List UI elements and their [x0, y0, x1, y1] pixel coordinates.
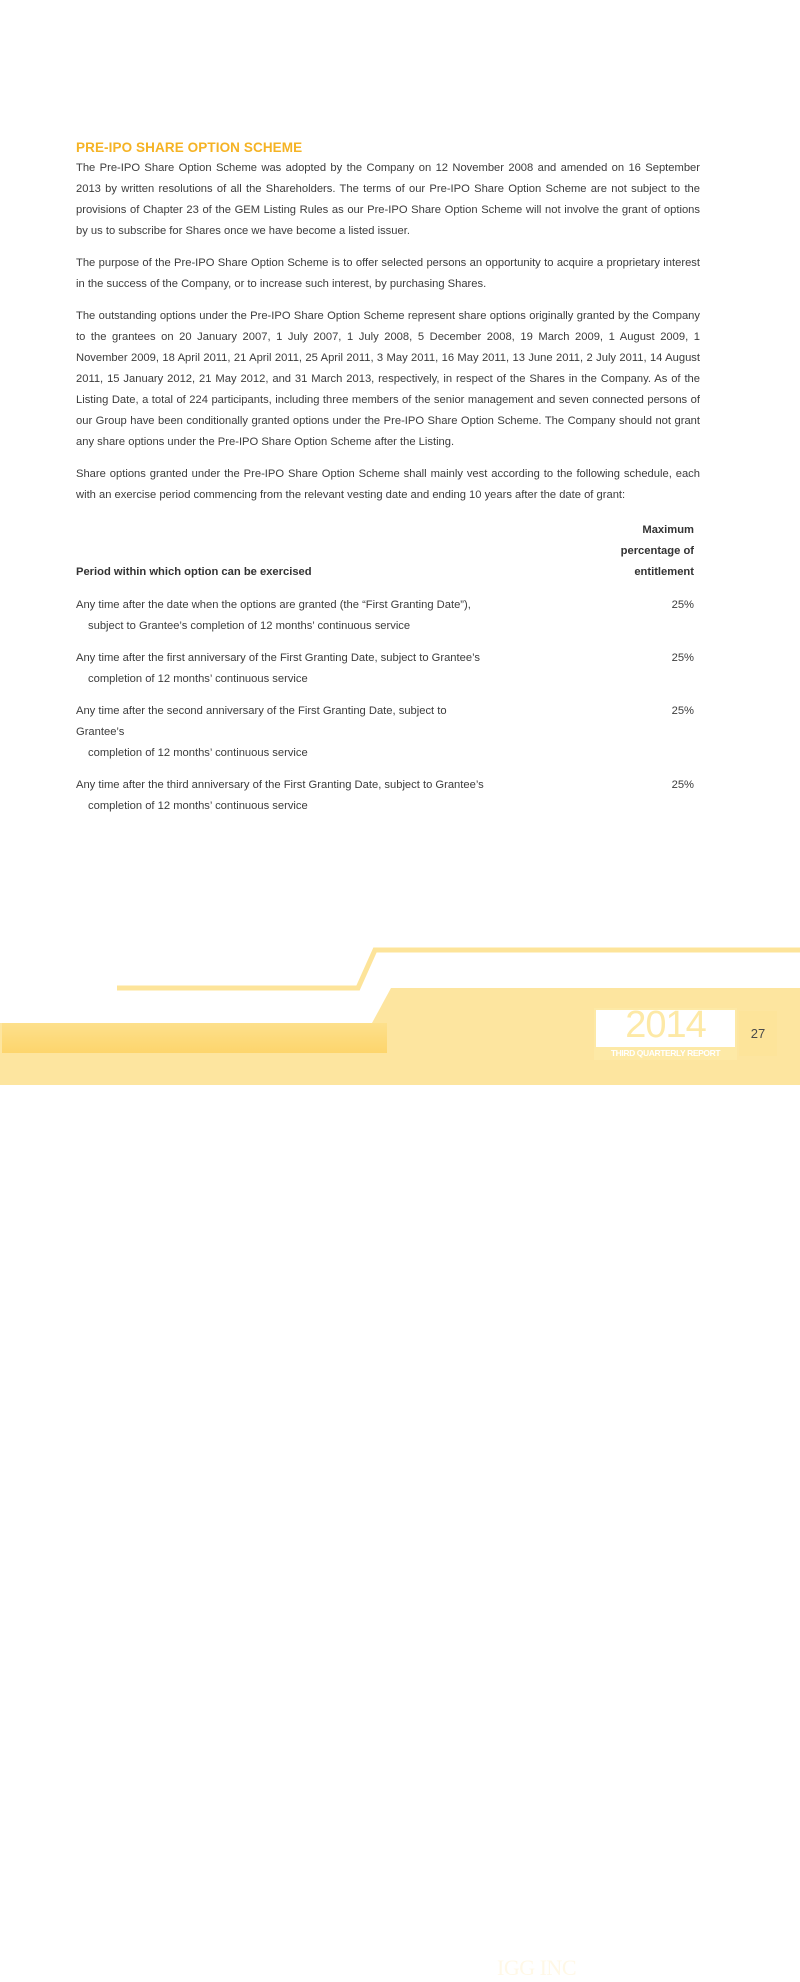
percentage-value: 25%: [671, 779, 694, 791]
section-heading: PRE-IPO SHARE OPTION SCHEME: [76, 140, 303, 155]
vesting-schedule-table: [76, 520, 694, 817]
period-line: completion of 12 months’ continuous service: [88, 673, 308, 685]
percentage-value: 25%: [671, 652, 694, 664]
paragraph-adoption: The Pre-IPO Share Option Scheme was adopted by the Company on 12 November 2008 and amended on 16 September 2013 by written resolutions of all the Shareholders. The terms of our Pre-IPO Share Option Scheme are not subject to the provisions of Chapter 23 of the GEM Listing Rules as our Pre-IPO Share Option Scheme will not involve the grant of options by us to subscribe for Shares once we have become a listed issuer.: [76, 162, 700, 237]
table-row: [76, 775, 694, 817]
table-row: [76, 648, 694, 690]
percentage-value: 25%: [671, 599, 694, 611]
period-line: Any time after the date when the options are granted (the “First Granting Date”),: [76, 599, 471, 611]
period-line: completion of 12 months’ continuous service: [88, 747, 308, 759]
paragraph-vesting-intro: Share options granted under the Pre-IPO Share Option Scheme shall mainly vest according to the following schedule, each with an exercise period commencing from the relevant vesting date and ending 10 years after the date of grant:: [76, 468, 700, 501]
period-description: [76, 595, 496, 637]
table-header: [76, 520, 694, 583]
percentage-value: 25%: [671, 705, 694, 717]
period-line: subject to Grantee’s completion of 12 months’ continuous service: [88, 620, 411, 632]
period-description: [76, 648, 496, 690]
period-line: Any time after the second anniversary of the First Granting Date, subject to Grantee’s: [76, 705, 447, 738]
table-row: [76, 701, 694, 764]
period-line: Any time after the third anniversary of the First Granting Date, subject to Grantee’s: [76, 779, 484, 791]
header-line: entitlement: [634, 566, 694, 578]
header-line: Maximum: [642, 524, 694, 536]
company-name: IGG INC: [497, 1955, 576, 1980]
period-description: [76, 701, 496, 764]
table-row: [76, 595, 694, 637]
header-max-percentage: [621, 520, 694, 583]
document-body: [76, 140, 700, 828]
period-description: [76, 775, 496, 817]
report-logo-year: 2014: [625, 1004, 706, 1046]
period-line: completion of 12 months’ continuous service: [88, 800, 308, 812]
report-logo-subtitle: THIRD QUARTERLY REPORT: [594, 1047, 737, 1060]
page-number: 27: [750, 1026, 766, 1041]
header-line: percentage of: [620, 545, 694, 557]
paragraph-purpose: The purpose of the Pre-IPO Share Option Scheme is to offer selected persons an opportunity to acquire a proprietary interest in the success of the Company, or to increase such interest, by purchasing Shares.: [76, 257, 700, 290]
paragraph-outstanding-options: The outstanding options under the Pre-IPO Share Option Scheme represent share options originally granted by the Company to the grantees on 20 January 2007, 1 July 2007, 1 July 2008, 5 December 2008, 19 March 2009, 1 August 2009, 1 November 2009, 18 April 2011, 21 April 2011, 25 April 2011, 3 May 2011, 16 May 2011, 13 June 2011, 2 July 2011, 14 August 2011, 15 January 2012, 21 May 2012, and 31 March 2013, respectively, in respect of the Shares in the Company. As of the Listing Date, a total of 224 participants, including three members of the senior management and seven connected persons of our Group have been conditionally granted options under the Pre-IPO Share Option Scheme. The Company should not grant any share options under the Pre-IPO Share Option Scheme after the Listing.: [76, 310, 700, 448]
period-line: Any time after the first anniversary of the First Granting Date, subject to Grantee’s: [76, 652, 480, 664]
header-period: Period within which option can be exercised: [76, 566, 312, 578]
